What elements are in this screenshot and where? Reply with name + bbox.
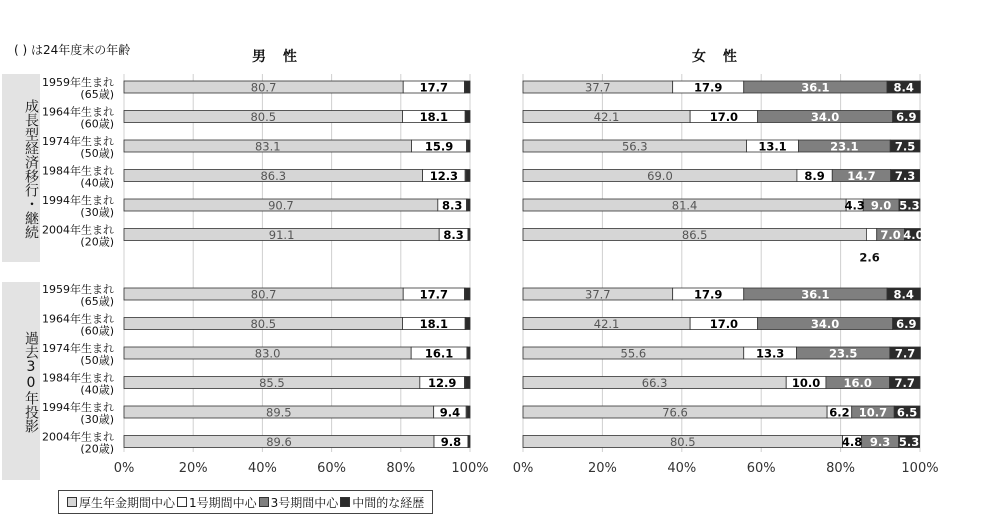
- category-label: 1984年生まれ: [42, 371, 114, 385]
- female-bar-1go: [866, 229, 876, 241]
- female-data-label-intermediate: 7.7: [894, 346, 916, 361]
- category-label: 1959年生まれ: [42, 283, 114, 296]
- male-bar-intermediate: [467, 406, 470, 418]
- female-data-label-1go: 2.6: [859, 250, 880, 265]
- male-data-label-1go: 17.7: [419, 287, 449, 302]
- male-bar-intermediate: [468, 229, 470, 241]
- female-data-label-kosei: 81.4: [671, 198, 698, 213]
- legend-item-intermediate: [340, 494, 424, 511]
- male-data-label-1go: 16.1: [424, 346, 454, 361]
- female-data-label-3go: 7.0: [880, 228, 901, 242]
- male-data-label-1go: 12.3: [429, 169, 459, 183]
- female-data-label-3go: 34.0: [810, 110, 840, 124]
- male-data-label-kosei: 80.5: [250, 110, 277, 124]
- legend-label-intermediate: 中間的な経歴: [352, 495, 425, 510]
- female-data-label-kosei: 66.3: [641, 376, 668, 390]
- category-label: 1964年生まれ: [42, 312, 114, 326]
- male-data-label-kosei: 89.5: [266, 405, 292, 420]
- male-panel-title: 男 性: [252, 49, 303, 65]
- category-label: 1984年生まれ: [42, 164, 114, 178]
- female-data-label-kosei: 76.6: [662, 405, 688, 420]
- male-bar-intermediate: [466, 170, 470, 182]
- female-data-label-3go: 9.3: [869, 435, 891, 449]
- male-x-tick-label: 0%: [113, 461, 135, 476]
- category-label-age: (60歳): [80, 117, 114, 131]
- female-data-label-intermediate: 4.0: [903, 228, 924, 242]
- category-label-age: (30歳): [80, 206, 114, 219]
- female-data-label-1go: 4.8: [841, 435, 863, 449]
- female-data-label-intermediate: 5.3: [899, 198, 920, 213]
- category-label: 1974年生まれ: [42, 135, 114, 148]
- male-data-label-1go: 9.4: [439, 405, 461, 420]
- female-data-label-1go: 17.0: [709, 110, 739, 124]
- male-bar-intermediate: [467, 140, 470, 152]
- female-x-tick-label: 60%: [746, 461, 776, 476]
- female-data-label-3go: 16.0: [843, 376, 872, 390]
- female-data-label-kosei: 86.5: [681, 228, 708, 242]
- legend-item-kosei: [67, 494, 175, 511]
- legend-swatch-kosei: [67, 497, 77, 507]
- female-data-label-kosei: 37.7: [585, 80, 611, 95]
- female-data-label-1go: 17.9: [694, 287, 723, 302]
- male-x-tick-label: 80%: [386, 461, 416, 476]
- category-label-age: (65歳): [80, 295, 114, 308]
- male-bar-intermediate: [466, 377, 470, 389]
- female-data-label-intermediate: 7.3: [894, 169, 916, 183]
- female-data-label-kosei: 42.1: [593, 110, 620, 124]
- male-bar-intermediate: [465, 81, 470, 93]
- legend-label-kosei: 厚生年金期間中心: [79, 495, 176, 510]
- category-label-age: (30歳): [80, 413, 114, 426]
- male-data-label-1go: 9.8: [440, 435, 462, 449]
- legend-item-3go: [259, 494, 339, 511]
- female-data-label-intermediate: 8.4: [893, 287, 914, 302]
- legend-swatch-3go: [259, 497, 269, 507]
- male-x-tick-label: 20%: [178, 461, 208, 476]
- female-data-label-1go: 6.2: [829, 405, 850, 420]
- female-data-label-intermediate: 6.9: [896, 110, 917, 124]
- female-x-tick-label: 80%: [826, 461, 856, 476]
- male-bar-intermediate: [468, 436, 470, 448]
- female-data-label-kosei: 55.6: [620, 346, 647, 361]
- female-data-label-1go: 13.3: [755, 346, 785, 361]
- male-data-label-1go: 8.3: [441, 198, 463, 213]
- category-label-age: (50歳): [80, 147, 114, 160]
- male-data-label-1go: 18.1: [419, 110, 449, 124]
- female-data-label-kosei: 80.5: [669, 435, 696, 449]
- female-data-label-3go: 36.1: [801, 287, 830, 302]
- male-bar-intermediate: [467, 199, 470, 211]
- female-data-label-kosei: 56.3: [621, 139, 648, 154]
- category-label: 1974年生まれ: [42, 342, 114, 355]
- male-data-label-kosei: 89.6: [266, 435, 292, 449]
- female-data-label-3go: 14.7: [847, 169, 876, 183]
- female-data-label-3go: 23.5: [828, 346, 858, 361]
- male-data-label-kosei: 86.3: [260, 169, 287, 183]
- female-data-label-3go: 34.0: [810, 317, 840, 331]
- female-data-label-1go: 17.0: [709, 317, 739, 331]
- female-data-label-1go: 8.9: [804, 169, 825, 183]
- legend-label-1go: 1号期間中心: [189, 495, 257, 510]
- male-data-label-1go: 12.9: [427, 376, 457, 390]
- female-data-label-intermediate: 7.7: [894, 376, 915, 390]
- male-data-label-kosei: 85.5: [259, 376, 285, 390]
- female-data-label-kosei: 37.7: [585, 287, 611, 302]
- age-note: ( ) は24年度末の年齢: [14, 43, 131, 57]
- category-label-age: (65歳): [80, 88, 114, 101]
- female-data-label-intermediate: 6.9: [896, 317, 917, 331]
- male-x-tick-label: 100%: [451, 461, 489, 476]
- female-data-label-kosei: 42.1: [593, 317, 620, 331]
- female-data-label-1go: 10.0: [791, 376, 821, 390]
- female-data-label-intermediate: 5.3: [898, 435, 920, 449]
- female-panel-title: 女 性: [692, 49, 743, 65]
- group-label-growth: 成長型経済移行・継続: [2, 74, 40, 262]
- female-data-label-intermediate: 6.5: [896, 405, 918, 420]
- male-bar-intermediate: [466, 318, 470, 330]
- category-label-age: (20歳): [80, 235, 114, 249]
- male-data-label-kosei: 91.1: [268, 228, 295, 242]
- category-label: 2004年生まれ: [42, 430, 114, 444]
- category-label: 1964年生まれ: [42, 105, 114, 119]
- legend-label-3go: 3号期間中心: [270, 495, 339, 510]
- female-data-label-3go: 36.1: [801, 80, 830, 95]
- male-data-label-kosei: 90.7: [268, 198, 294, 213]
- category-label-age: (50歳): [80, 354, 114, 367]
- female-data-label-3go: 9.0: [870, 198, 892, 213]
- male-bar-intermediate: [465, 288, 470, 300]
- male-data-label-kosei: 80.7: [250, 287, 277, 302]
- female-data-label-1go: 17.9: [694, 80, 723, 95]
- legend-swatch-intermediate: [340, 497, 350, 507]
- category-label: 1994年生まれ: [42, 401, 114, 414]
- male-x-tick-label: 40%: [247, 461, 277, 476]
- category-label-age: (40歳): [80, 383, 114, 397]
- male-data-label-kosei: 80.7: [250, 80, 277, 95]
- male-bar-intermediate: [466, 111, 470, 123]
- male-data-label-1go: 15.9: [424, 139, 454, 154]
- legend-swatch-1go: [177, 497, 187, 507]
- female-x-tick-label: 20%: [587, 461, 617, 476]
- female-data-label-kosei: 69.0: [647, 169, 673, 183]
- female-data-label-3go: 23.1: [830, 139, 859, 154]
- group-label-past30: 過去30年投影: [2, 282, 40, 480]
- male-data-label-1go: 17.7: [419, 80, 449, 95]
- female-data-label-intermediate: 8.4: [893, 80, 914, 95]
- category-label: 1959年生まれ: [42, 76, 114, 89]
- category-label: 1994年生まれ: [42, 194, 114, 207]
- female-x-tick-label: 40%: [667, 461, 697, 476]
- male-data-label-kosei: 83.0: [254, 346, 281, 361]
- male-x-tick-label: 60%: [317, 461, 347, 476]
- male-data-label-1go: 18.1: [419, 317, 449, 331]
- category-label: 2004年生まれ: [42, 223, 114, 237]
- male-data-label-kosei: 80.5: [250, 317, 277, 331]
- male-bar-intermediate: [468, 347, 470, 359]
- male-data-label-1go: 8.3: [443, 228, 464, 242]
- female-data-label-1go: 13.1: [758, 139, 787, 154]
- category-label-age: (40歳): [80, 176, 114, 190]
- chart-legend: [58, 490, 433, 514]
- female-data-label-1go: 4.3: [844, 198, 865, 213]
- legend-item-1go: [177, 494, 257, 511]
- female-data-label-3go: 10.7: [858, 405, 888, 420]
- male-data-label-kosei: 83.1: [254, 139, 281, 154]
- female-x-tick-label: 100%: [901, 461, 939, 476]
- female-data-label-intermediate: 7.5: [894, 139, 916, 154]
- category-label-age: (60歳): [80, 324, 114, 338]
- category-label-age: (20歳): [80, 442, 114, 456]
- female-x-tick-label: 0%: [512, 461, 534, 476]
